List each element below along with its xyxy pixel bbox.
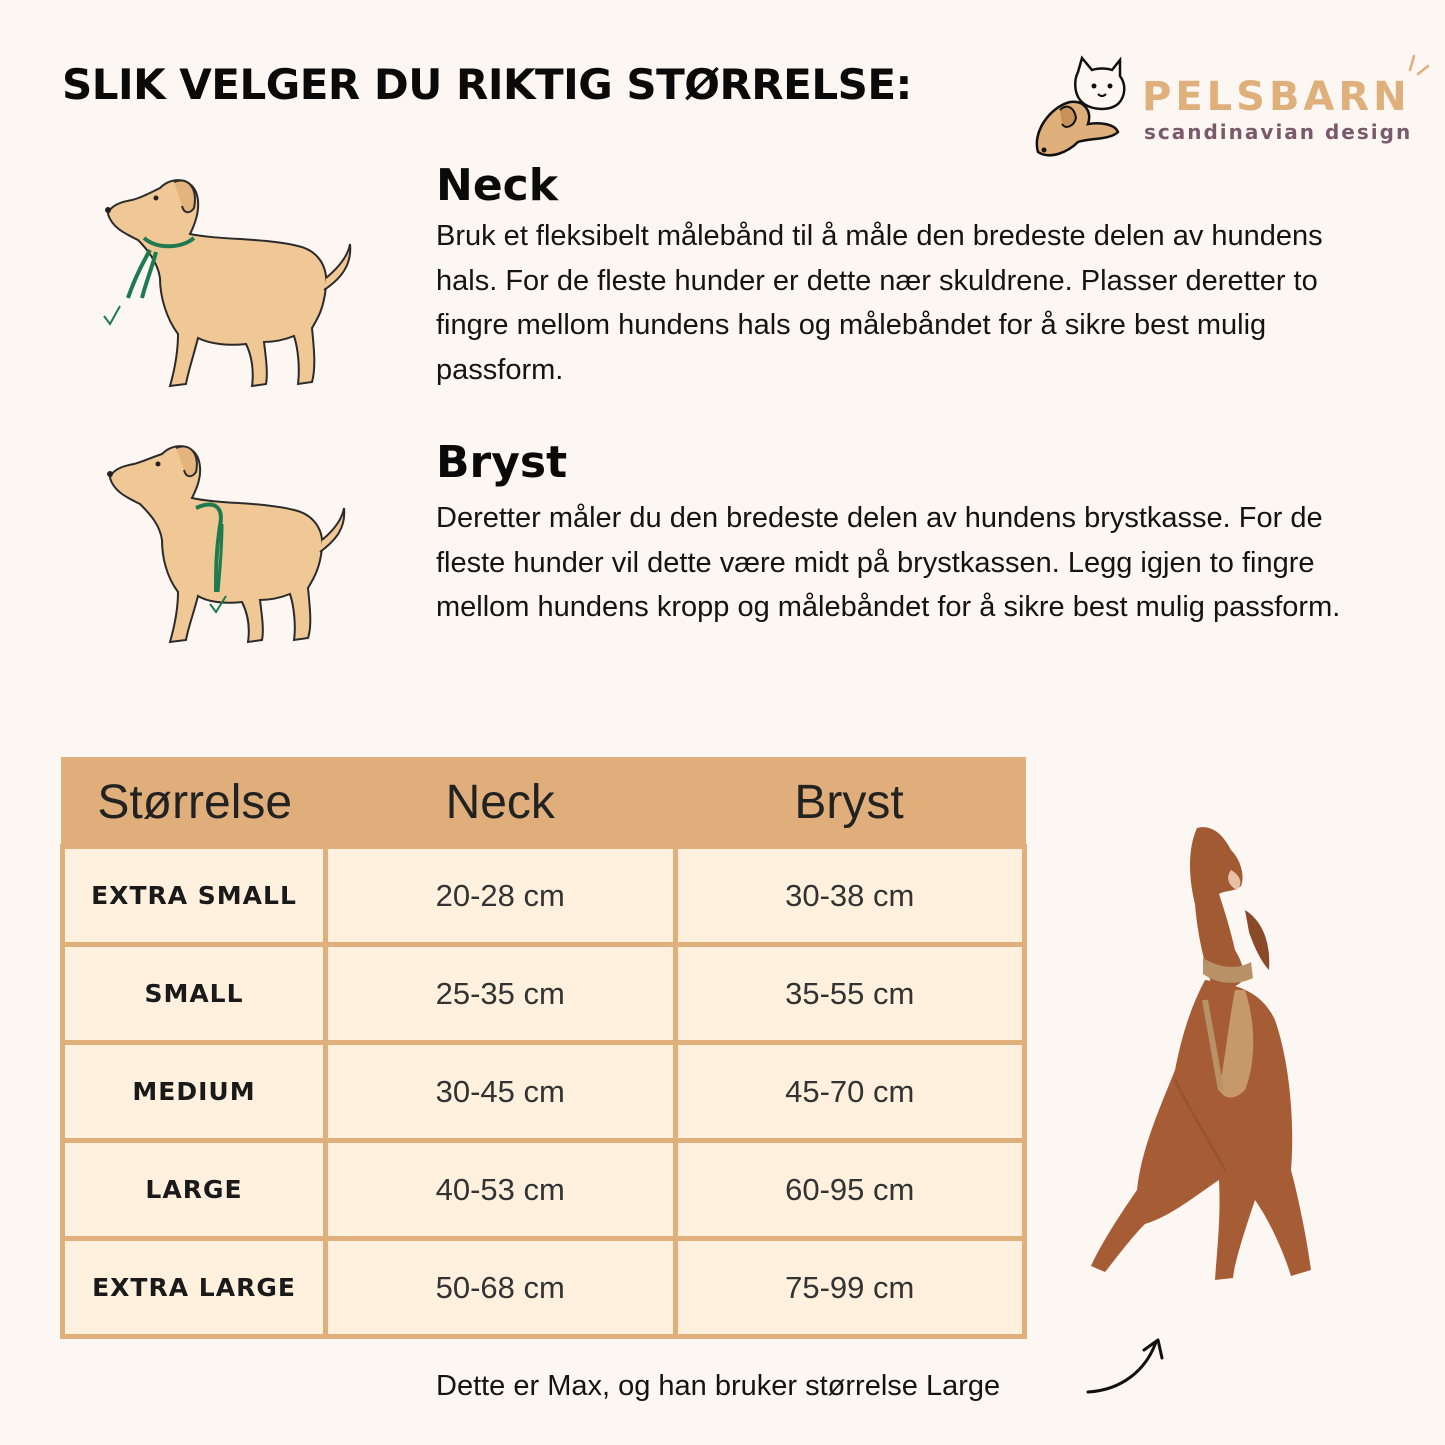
size-label: EXTRA SMALL [63,847,326,945]
section-title-neck: Neck [436,160,559,211]
neck-value: 30-45 cm [326,1043,676,1141]
header-neck: Neck [326,759,676,847]
size-label: EXTRA LARGE [63,1239,326,1337]
size-label: LARGE [63,1141,326,1239]
curved-arrow-icon [1082,1330,1172,1400]
section-title-bryst: Bryst [436,437,568,488]
neck-value: 20-28 cm [326,847,676,945]
neck-value: 25-35 cm [326,945,676,1043]
dog-chest-measure-illustration [104,436,354,650]
sitting-dog-with-harness-photo [1085,820,1325,1290]
section-body-neck: Bruk et fleksibelt målebånd til å måle den bredeste delen av hundens hals. For de fleste hunder er dette nær skuldrene. Plasser deretter to fingre mellom hundens hals og målebåndet for å sikre best mulig passform. [436,220,1323,386]
bryst-value: 75-99 cm [675,1239,1025,1337]
size-label: SMALL [63,945,326,1043]
neck-value: 40-53 cm [326,1141,676,1239]
bryst-value: 30-38 cm [675,847,1025,945]
section-body-bryst: Deretter måler du den bredeste delen av hundens brystkasse. For de fleste hunder vil dette være midt på brystkassen. Legg igjen to fingre mellom hundens kropp og målebåndet for å sikre best mulig passform. [436,502,1341,623]
size-table [60,757,1027,1339]
brand-tagline: scandinavian design [1144,120,1413,144]
bryst-value: 45-70 cm [675,1043,1025,1141]
cat-dog-logo-icon [1030,52,1145,167]
table-row [63,1043,1025,1141]
bryst-value: 60-95 cm [675,1141,1025,1239]
dog-neck-measure-illustration [98,168,358,396]
table-row [63,1141,1025,1239]
header-size: Størrelse [63,759,326,847]
table-row [63,945,1025,1043]
table-row [63,1239,1025,1337]
size-label: MEDIUM [63,1043,326,1141]
page-title: SLIK VELGER DU RIKTIG STØRRELSE: [62,60,912,109]
table-row [63,847,1025,945]
neck-value: 50-68 cm [326,1239,676,1337]
photo-caption: Dette er Max, og han bruker størrelse Large [436,1370,1001,1402]
header-bryst: Bryst [675,759,1025,847]
brand-name: PELSBARN [1142,74,1411,120]
brand-logo [1030,52,1425,167]
bryst-value: 35-55 cm [675,945,1025,1043]
table-header-row [63,759,1025,847]
